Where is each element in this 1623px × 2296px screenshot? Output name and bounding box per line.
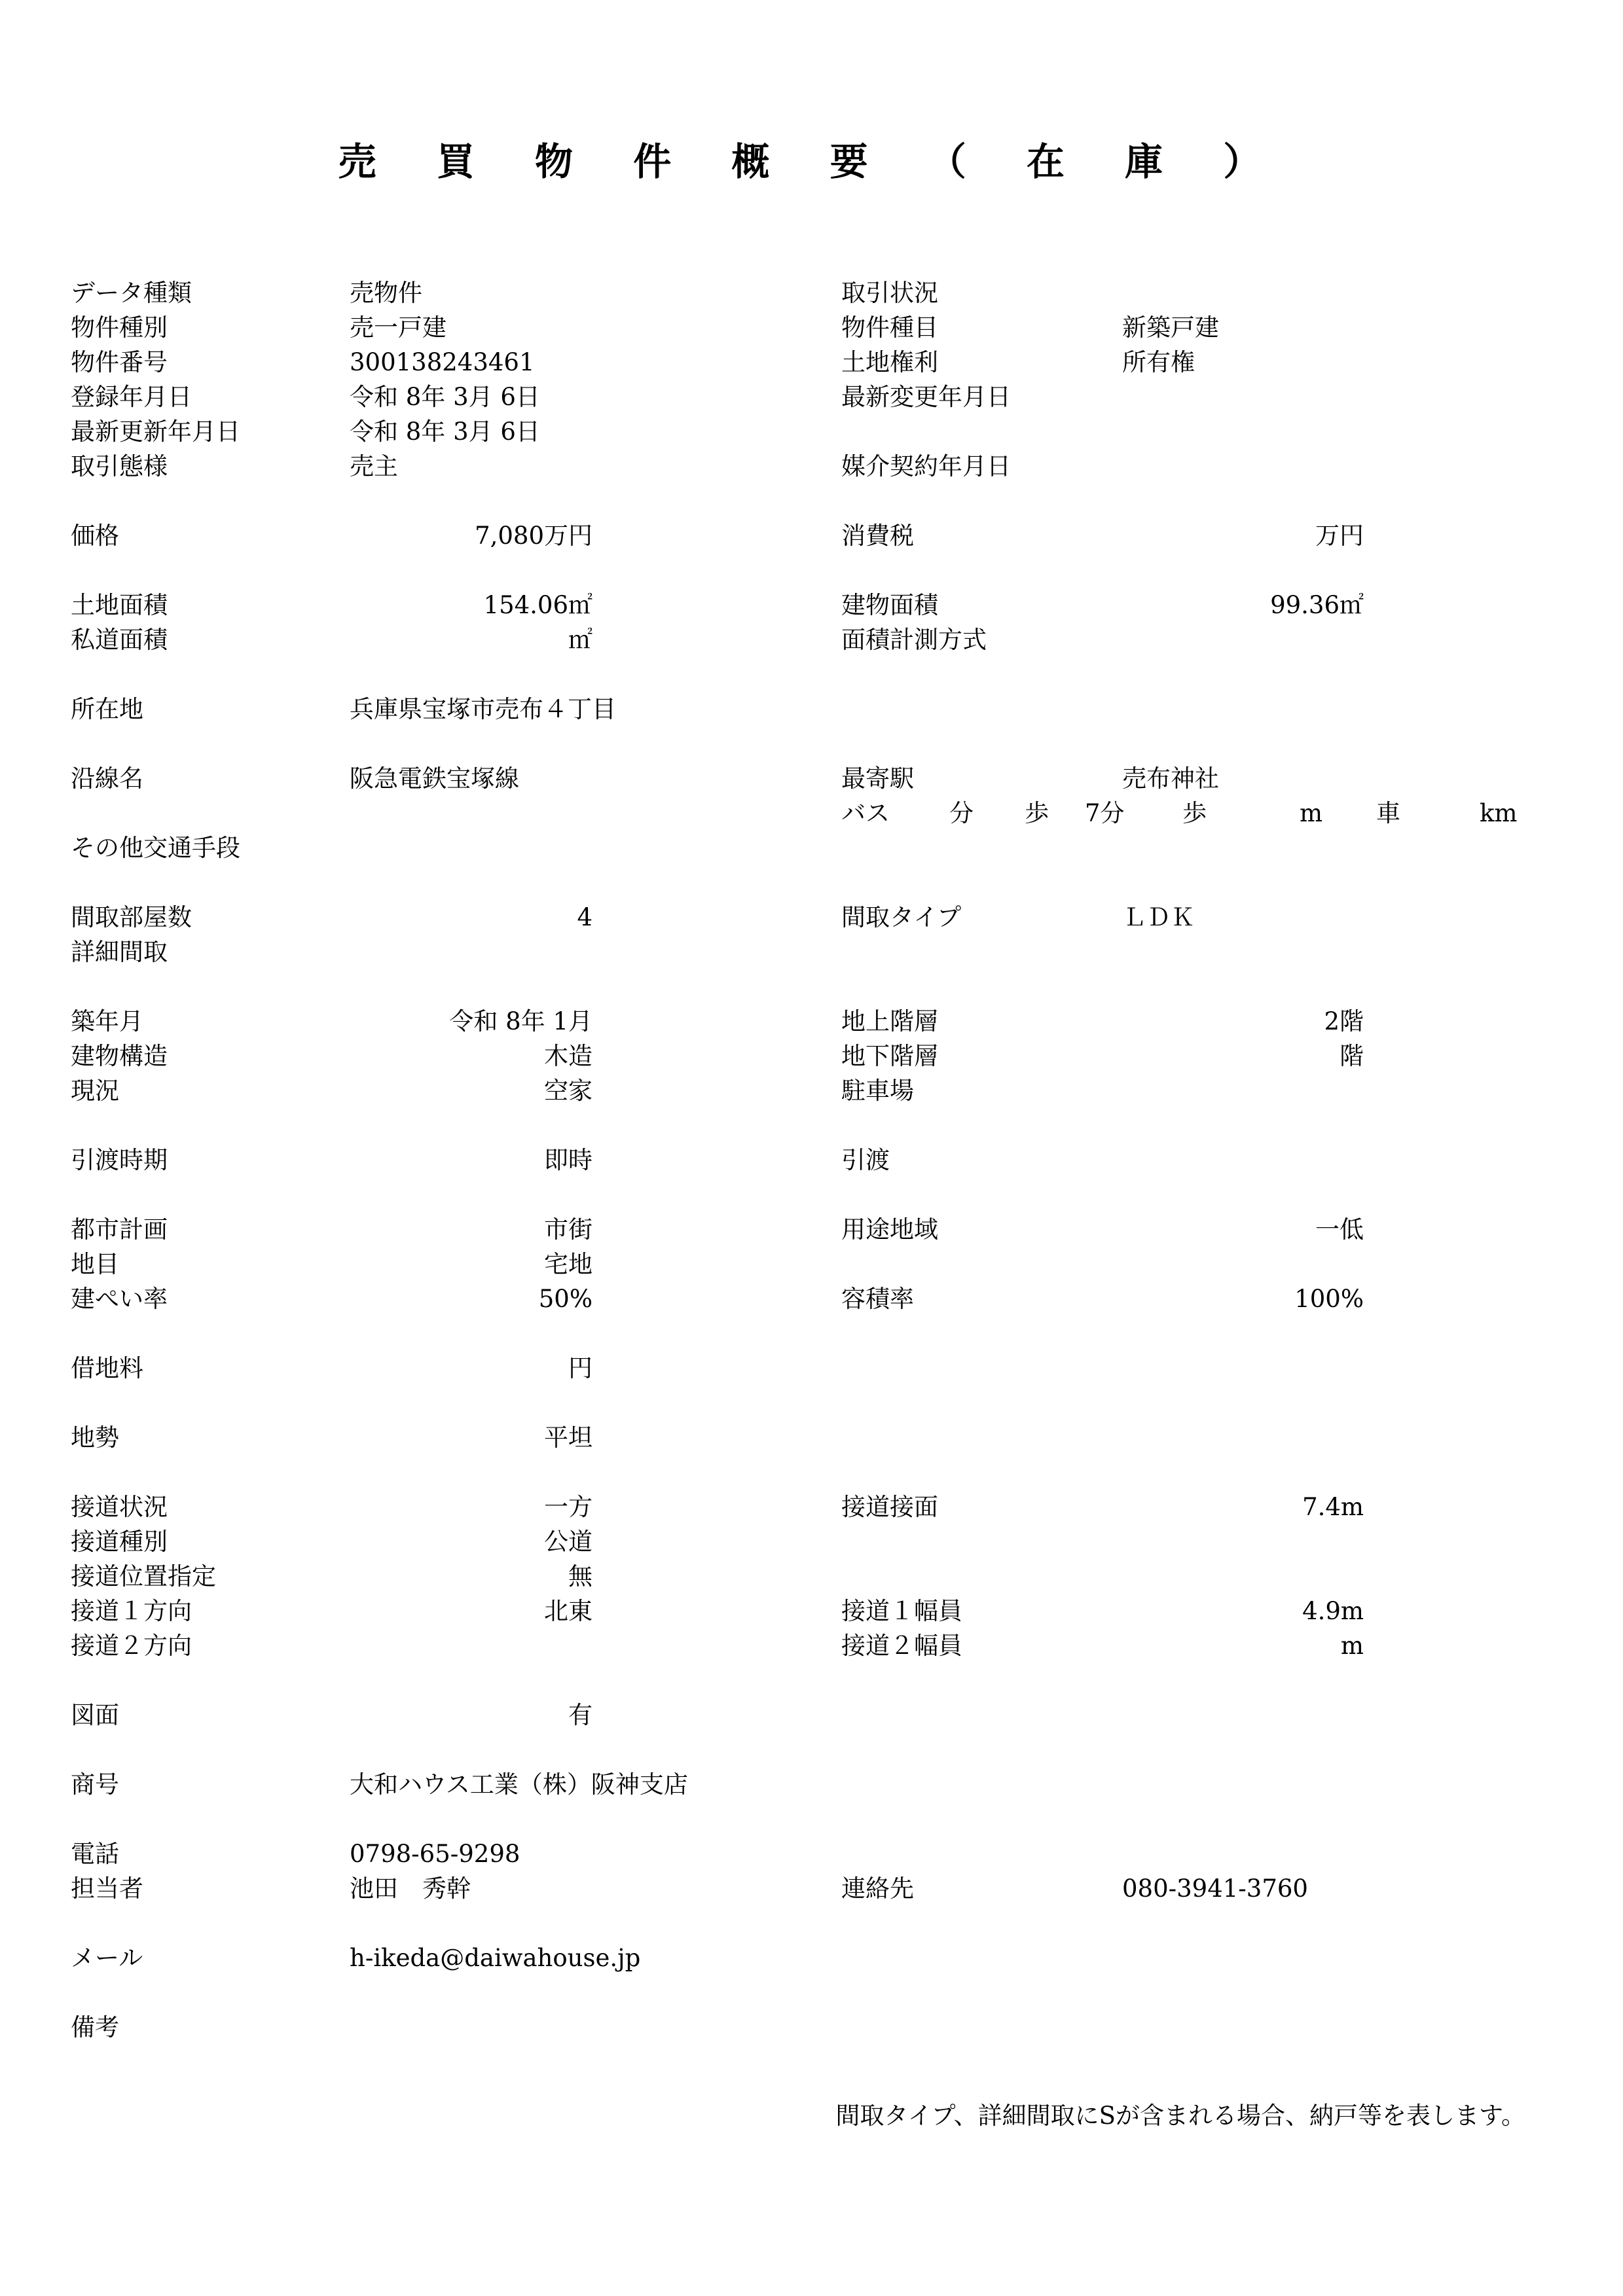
latest-change-label: 最新変更年月日 <box>841 383 1011 411</box>
far-label: 容積率 <box>841 1285 914 1313</box>
road-designation-label: 接道位置指定 <box>71 1562 216 1590</box>
price-label: 価格 <box>71 522 119 550</box>
handover-label: 引渡 <box>841 1146 890 1174</box>
registered-value: 令和 8年 3月 6日 <box>350 383 540 411</box>
other-transport-label: その他交通手段 <box>71 834 240 862</box>
land-category-label: 地目 <box>71 1250 119 1278</box>
car-label: 車 <box>1376 799 1400 827</box>
layout-type-label: 間取タイプ <box>841 903 962 931</box>
floors-above-label: 地上階層 <box>841 1007 938 1035</box>
staff-label: 担当者 <box>71 1874 143 1903</box>
road-designation-value: 無 <box>568 1562 593 1590</box>
land-rent-value: 円 <box>568 1354 593 1382</box>
land-area-label: 土地面積 <box>71 591 168 619</box>
walk-meters-unit: m <box>1300 799 1323 827</box>
item-label: 物件種目 <box>841 314 938 342</box>
coverage-label: 建ぺい率 <box>71 1285 168 1313</box>
zoning-label: 用途地域 <box>841 1215 938 1244</box>
remarks-label: 備考 <box>71 2013 119 2041</box>
city-plan-value: 市街 <box>544 1215 593 1244</box>
walk-distance-label: 歩 <box>1182 799 1207 827</box>
road1-direction-value: 北東 <box>544 1597 593 1625</box>
road-status-value: 一方 <box>544 1493 593 1521</box>
updated-label: 最新更新年月日 <box>71 418 240 446</box>
footnote: 間取タイプ、詳細間取にSが含まれる場合、納戸等を表します。 <box>835 2102 1525 2130</box>
land-area-value: 154.06㎡ <box>483 591 593 619</box>
building-area-value: 99.36㎡ <box>1270 591 1364 619</box>
drawing-value: 有 <box>568 1701 593 1729</box>
road-frontage-label: 接道接面 <box>841 1493 938 1521</box>
price-value: 7,080万円 <box>475 522 593 550</box>
line-label: 沿線名 <box>71 764 143 793</box>
structure-label: 建物構造 <box>71 1042 168 1070</box>
handover-time-value: 即時 <box>544 1146 593 1174</box>
land-right-label: 土地権利 <box>841 348 938 376</box>
address-label: 所在地 <box>71 695 143 723</box>
contact-value: 080-3941-3760 <box>1122 1874 1308 1903</box>
private-road-value: ㎡ <box>568 626 593 654</box>
floors-below-value: 階 <box>1340 1042 1364 1070</box>
built-label: 築年月 <box>71 1007 143 1035</box>
road2-width-label: 接道２幅員 <box>841 1632 962 1660</box>
land-right-value: 所有権 <box>1122 348 1195 376</box>
mail-value: h-ikeda@daiwahouse.jp <box>350 1944 641 1972</box>
number-label: 物件番号 <box>71 348 168 376</box>
road1-width-value: 4.9m <box>1302 1597 1364 1625</box>
mail-label: メール <box>71 1944 143 1972</box>
mode-value: 売主 <box>350 452 398 480</box>
status-value: 空家 <box>544 1077 593 1105</box>
address-value: 兵庫県宝塚市売布４丁目 <box>350 695 616 723</box>
road-type-value: 公道 <box>544 1528 593 1556</box>
data-type-value: 売物件 <box>350 279 422 307</box>
kind-label: 物件種別 <box>71 314 168 342</box>
company-value: 大和ハウス工業（株）阪神支店 <box>350 1770 688 1799</box>
layout-type-value: ＬＤＫ <box>1122 903 1195 931</box>
road-frontage-value: 7.4m <box>1302 1493 1364 1521</box>
walk-time-value: 7分 <box>1085 799 1125 827</box>
company-label: 商号 <box>71 1770 119 1799</box>
line-value: 阪急電鉄宝塚線 <box>350 764 519 793</box>
tax-value: 万円 <box>1315 522 1364 550</box>
status-label: 現況 <box>71 1077 119 1105</box>
phone-label: 電話 <box>71 1840 119 1868</box>
road1-width-label: 接道１幅員 <box>841 1597 962 1625</box>
measure-label: 面積計測方式 <box>841 626 987 654</box>
data-type-label: データ種類 <box>71 279 192 307</box>
far-value: 100% <box>1294 1285 1364 1313</box>
bus-minutes-unit: 分 <box>949 799 974 827</box>
staff-value: 池田 秀幹 <box>350 1874 471 1903</box>
kind-value: 売一戸建 <box>350 314 447 342</box>
rooms-value: 4 <box>577 903 593 931</box>
drawing-label: 図面 <box>71 1701 119 1729</box>
building-area-label: 建物面積 <box>841 591 938 619</box>
item-value: 新築戸建 <box>1122 314 1219 342</box>
detail-layout-label: 詳細間取 <box>71 938 168 966</box>
registered-label: 登録年月日 <box>71 383 192 411</box>
road2-direction-label: 接道２方向 <box>71 1632 192 1660</box>
updated-value: 令和 8年 3月 6日 <box>350 418 540 446</box>
page-title: 売 買 物 件 概 要 （ 在 庫 ） <box>338 139 1285 184</box>
structure-value: 木造 <box>544 1042 593 1070</box>
coverage-value: 50% <box>538 1285 593 1313</box>
contract-date-label: 媒介契約年月日 <box>841 452 1011 480</box>
land-category-value: 宅地 <box>544 1250 593 1278</box>
road1-direction-label: 接道１方向 <box>71 1597 192 1625</box>
floors-below-label: 地下階層 <box>841 1042 938 1070</box>
terrain-label: 地勢 <box>71 1424 119 1452</box>
handover-time-label: 引渡時期 <box>71 1146 168 1174</box>
tax-label: 消費税 <box>841 522 914 550</box>
bus-label: バス <box>841 799 890 827</box>
built-value: 令和 8年 1月 <box>449 1007 593 1035</box>
number-value: 300138243461 <box>350 348 535 376</box>
trade-status-label: 取引状況 <box>841 279 938 307</box>
private-road-label: 私道面積 <box>71 626 168 654</box>
parking-label: 駐車場 <box>841 1077 914 1105</box>
road-status-label: 接道状況 <box>71 1493 168 1521</box>
mode-label: 取引態様 <box>71 452 168 480</box>
land-rent-label: 借地料 <box>71 1354 143 1382</box>
zoning-value: 一低 <box>1315 1215 1364 1244</box>
station-value: 売布神社 <box>1122 764 1219 793</box>
contact-label: 連絡先 <box>841 1874 914 1903</box>
walk-label: 歩 <box>1025 799 1049 827</box>
rooms-label: 間取部屋数 <box>71 903 192 931</box>
road2-width-value: m <box>1340 1632 1364 1660</box>
car-km-unit: km <box>1480 799 1518 827</box>
phone-value: 0798-65-9298 <box>350 1840 520 1868</box>
floors-above-value: 2階 <box>1324 1007 1364 1035</box>
station-label: 最寄駅 <box>841 764 914 793</box>
terrain-value: 平坦 <box>544 1424 593 1452</box>
city-plan-label: 都市計画 <box>71 1215 168 1244</box>
road-type-label: 接道種別 <box>71 1528 168 1556</box>
